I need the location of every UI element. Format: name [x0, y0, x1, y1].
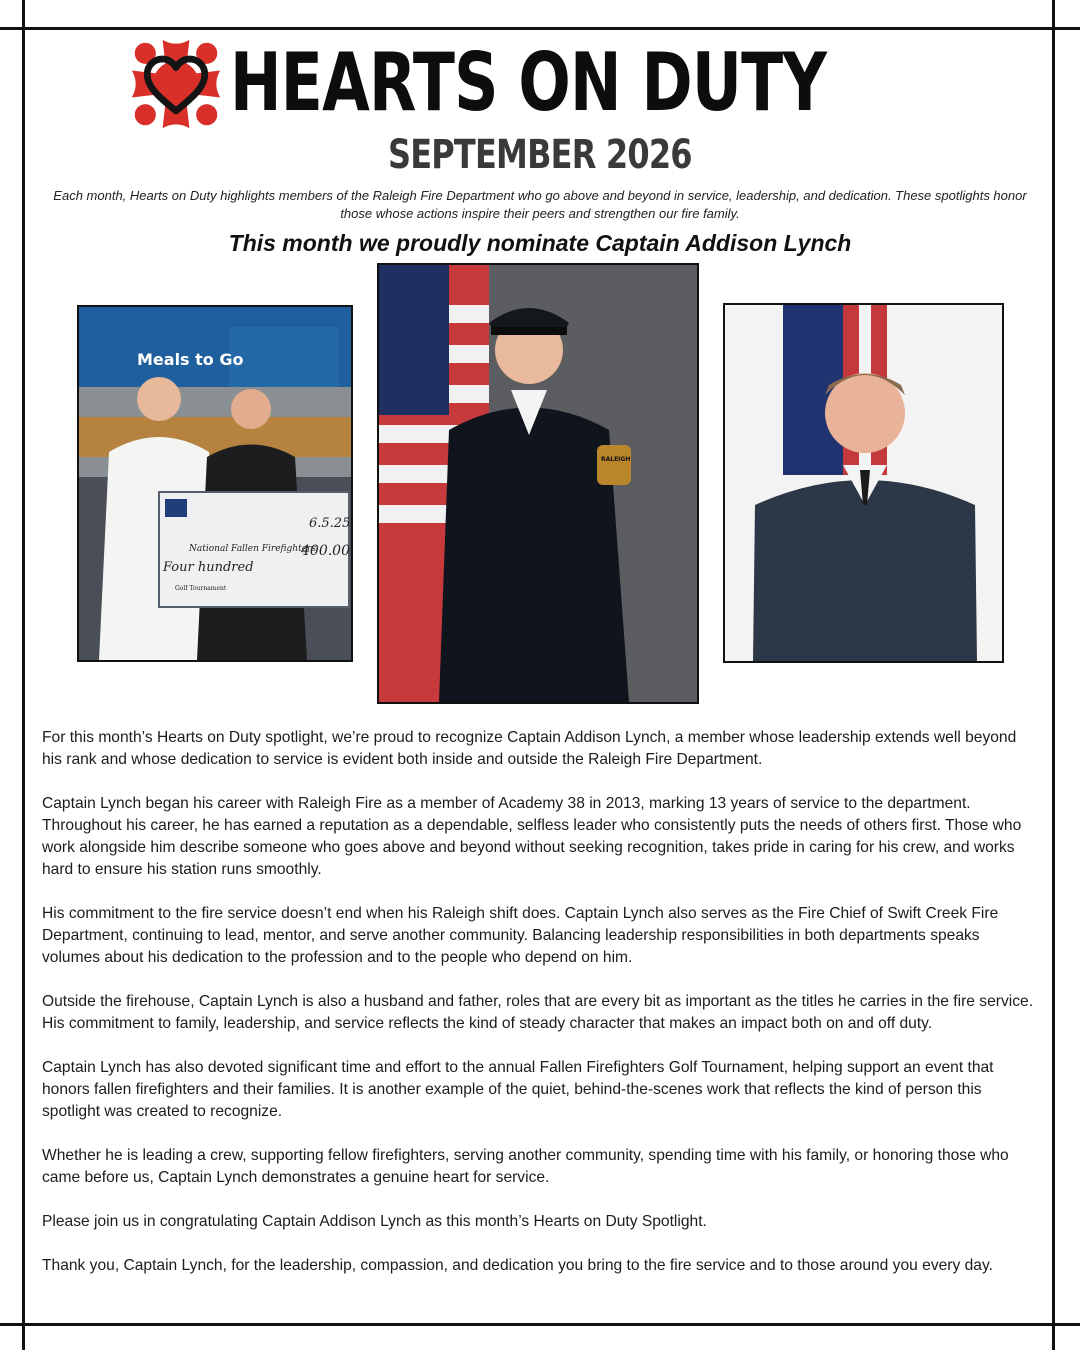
paragraph-3: His commitment to the fire service doesn’t end when his Raleigh shift does. Captain Lynch also serves as the Fire Chief of Swift Creek Fire Department, continuing to lead, mentor, and serve another community. Balancing leadership responsibilities in both departments speaks volumes about his dedication to the profession and to the people who depend on him.	[42, 905, 999, 966]
check-amount: 400.00	[301, 543, 350, 559]
paragraph-5: Captain Lynch has also devoted significant time and effort to the annual Fallen Firefighters Golf Tournament, helping support an event that honors fallen firefighters and their families. It is another example of the quiet, behind-the-scenes work that reflects the kind of person this spotlight was created to recognize.	[42, 1059, 994, 1120]
masthead	[0, 36, 1080, 132]
paragraph-7: Please join us in congratulating Captain Addison Lynch as this month’s Hearts on Duty Spotlight.	[42, 1213, 707, 1230]
maltese-cross-heart-icon	[128, 36, 224, 132]
photo-check-presentation	[77, 305, 353, 662]
nominee-heading: This month we proudly nominate Captain Addison Lynch	[228, 230, 852, 256]
patch-text: RALEIGH	[601, 456, 631, 463]
check-payee: National Fallen Firefighters	[189, 544, 316, 554]
article-body	[42, 727, 1037, 1299]
issue-date	[0, 132, 1080, 178]
check-date: 6.5.25	[309, 516, 351, 531]
paragraph-4: Outside the firehouse, Captain Lynch is also a husband and father, roles that are every bit as important as the titles he carries in the fire service. His commitment to family, leadership, and service reflects the kind of steady character that makes an impact both on and off duty.	[42, 993, 1034, 1032]
intro-text: Each month, Hearts on Duty highlights members of the Raleigh Fire Department who go above and beyond in service, leadership, and dedication. These spotlights honor those whose actions inspire their peers and strengthen our fire family.	[53, 188, 1027, 221]
paragraph-8: Thank you, Captain Lynch, for the leadership, compassion, and dedication you bring to the fire service and to those around you every day.	[42, 1257, 993, 1274]
store-sign-text: Meals to Go	[137, 350, 244, 369]
photo-formal-portrait	[377, 263, 699, 704]
check-memo: Golf Tournament	[175, 585, 227, 592]
frame-line-right	[1052, 0, 1055, 1350]
check-words: Four hundred	[163, 560, 254, 575]
paragraph-6: Whether he is leading a crew, supporting fellow firefighters, serving another community, spending time with his family, or honoring those who came before us, Captain Lynch demonstrates a genuine heart for service.	[42, 1147, 1009, 1186]
frame-line-top	[0, 27, 1080, 30]
frame-line-left	[22, 0, 25, 1350]
issue-date-text: SEPTEMBER 2026	[388, 132, 692, 178]
frame-line-bottom	[0, 1323, 1080, 1326]
photo-headshot	[723, 303, 1004, 663]
paragraph-1: For this month’s Hearts on Duty spotlight, we’re proud to recognize Captain Addison Lynch, a member whose leadership extends well beyond his rank and whose dedication to service is evident both inside and outside the Raleigh Fire Department.	[42, 729, 1017, 768]
paragraph-2: Captain Lynch began his career with Raleigh Fire as a member of Academy 38 in 2013, marking 13 years of service to the department. Throughout his career, he has earned a reputation as a dependable, selfless leader who consistently puts the needs of others first. Those who work alongside him describe someone who goes above and beyond without seeking recognition, takes pride in caring for his crew, and works hard to ensure his station runs smoothly.	[42, 795, 1022, 878]
newsletter-title: HEARTS ON DUTY	[230, 36, 827, 129]
